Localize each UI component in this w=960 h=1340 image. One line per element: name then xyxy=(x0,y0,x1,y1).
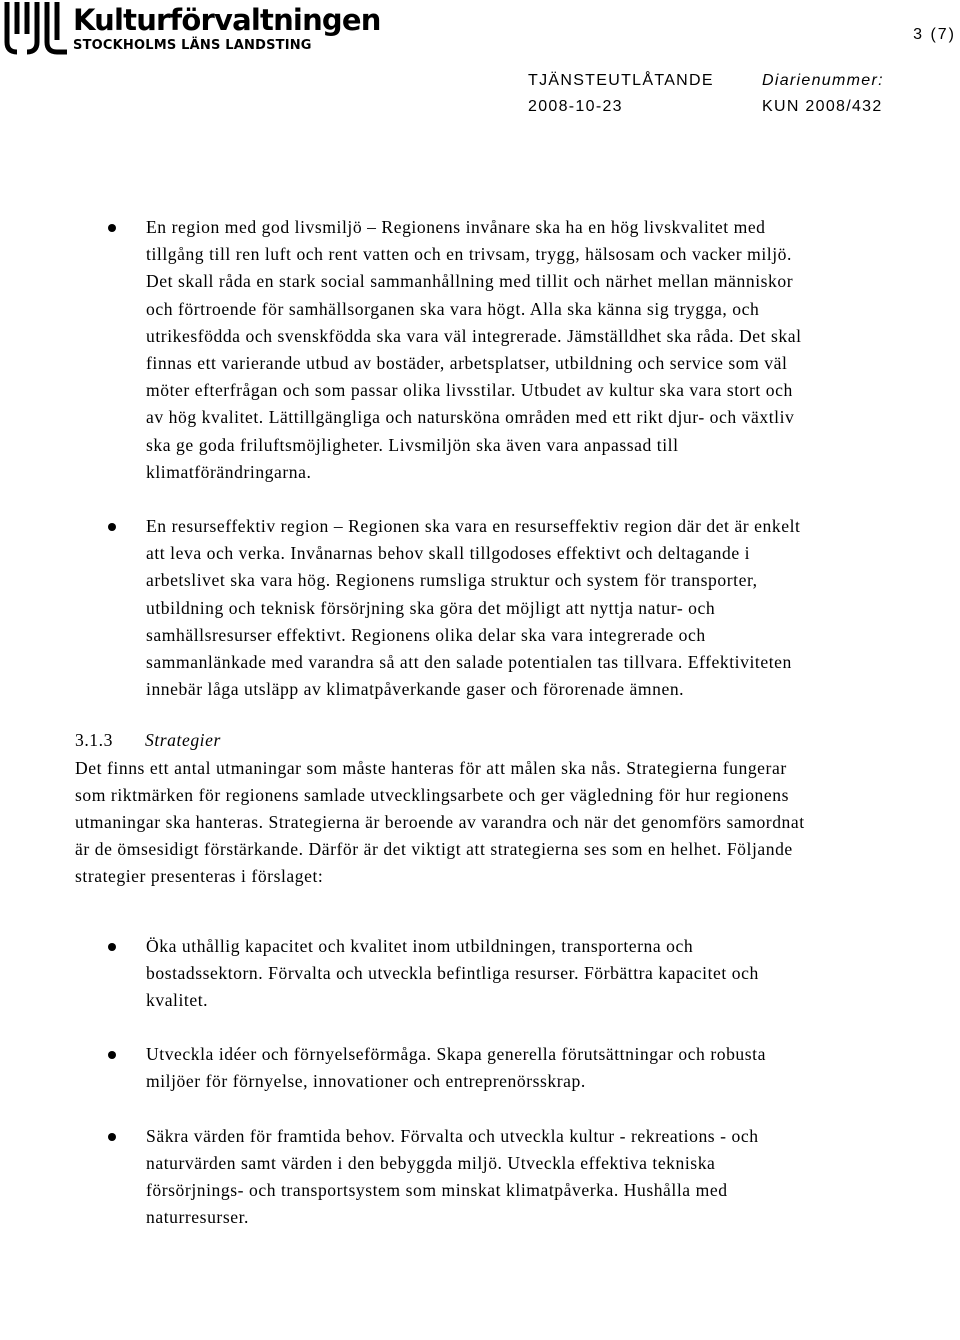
section-title: Strategier xyxy=(145,730,221,751)
bullet-icon xyxy=(108,1051,116,1059)
strategy-text: Öka uthållig kapacitet och kvalitet inom utbildningen, transporterna och bostadssektorn. Förvalta och utveckla befintliga resurser. Förbättra kapacitet och kvalitet. xyxy=(146,935,759,1011)
landsting-logo-icon xyxy=(3,2,69,58)
document-date: 2008-10-23 xyxy=(528,98,623,115)
page-number: 3 (7) xyxy=(913,26,956,43)
organization-subtitle: STOCKHOLMS LÄNS LANDSTING xyxy=(73,38,312,53)
diarienummer-value: KUN 2008/432 xyxy=(762,98,883,115)
diarienummer-label: Diarienummer: xyxy=(762,72,884,89)
section-paragraph: Det finns ett antal utmaningar som måste hanteras för att målen ska nås. Strategierna fungerar som riktmärken för regionens samlade utvecklingsarbete och ger vägledning för hur regionens utmaningar ska hanteras. Strategierna är beroende av varandra och när det genomförs samordnat är de ömsesidigt förstärkande. Därför är det viktigt att strategierna ses som en helhet. Följande strategier presenteras i förslaget: xyxy=(75,757,805,887)
list-item xyxy=(75,214,815,486)
list-item xyxy=(75,933,815,1015)
organization-logo xyxy=(3,2,383,58)
goal-text: En region med god livsmiljö – Regionens invånare ska ha en hög livskvalitet med tillgång till ren luft och rent vatten och en trivsam, trygg, hälsosam och vacker miljö. Det skall råda en stark social sammanhållning med tillit och närhet mellan människor och förtroende för samhällsorganen ska vara högt. Alla ska känna sig trygga, och utrikesfödda och svenskfödda ska vara väl integrerade. Jämställdhet ska råda. Det skal finnas ett varierande utbud av bostäder, arbetsplatser, utbildning och service som väl möter efterfrågan och som passar olika livsstilar. Utbudet av kultur ska vara stort och av hög kvalitet. Lättillgängliga och natursköna områden med ett rikt djur- och växtliv ska ge goda friluftsmöjligheter. Livsmiljön ska även vara anpassad till klimatförändringarna. xyxy=(146,217,802,482)
strategy-text: Säkra värden för framtida behov. Förvalta och utveckla kultur - rekreations - och naturvärden samt värden i den bebyggda miljö. Utveckla effektiva tekniska försörjnings- och transportsystem som minskat klimatpåverka. Hushålla med naturresurser. xyxy=(146,1125,759,1228)
bullet-icon xyxy=(108,523,116,531)
bullet-icon xyxy=(108,224,116,232)
goal-list xyxy=(75,214,815,703)
section-number: 3.1.3 xyxy=(75,730,113,751)
document-type: TJÄNSTEUTLÅTANDE xyxy=(528,72,714,89)
list-item xyxy=(75,1123,815,1232)
bullet-icon xyxy=(108,943,116,951)
goal-text: En resurseffektiv region – Regionen ska vara en resurseffektiv region där det är enkelt att leva och verka. Invånarnas behov skall tillgodoses effektivt och deltagande i arbetslivet ska vara hög. Regionens rumsliga struktur och system för transporter, utbildning och teknisk försörjning ska göra det möjligt att nyttja natur- och samhällsresurser effektivt. Regionens olika delar ska vara integrerade och sammanlänkade med varandra så att den salade potentialen tas tillvara. Effektiviteten innebär låga utsläpp av klimatpåverkande gaser och förorenade ämnen. xyxy=(146,516,801,700)
document-body xyxy=(75,214,815,1232)
strategy-text: Utveckla idéer och förnyelseförmåga. Skapa generella förutsättningar och robusta miljöer för förnyelse, innovationer och entreprenörsskrap. xyxy=(146,1044,766,1092)
strategy-list xyxy=(75,933,815,1232)
list-item xyxy=(75,1041,815,1095)
section-heading xyxy=(75,727,815,754)
list-item xyxy=(75,513,815,703)
organization-name: Kulturförvaltningen xyxy=(73,3,381,37)
bullet-icon xyxy=(108,1133,116,1141)
